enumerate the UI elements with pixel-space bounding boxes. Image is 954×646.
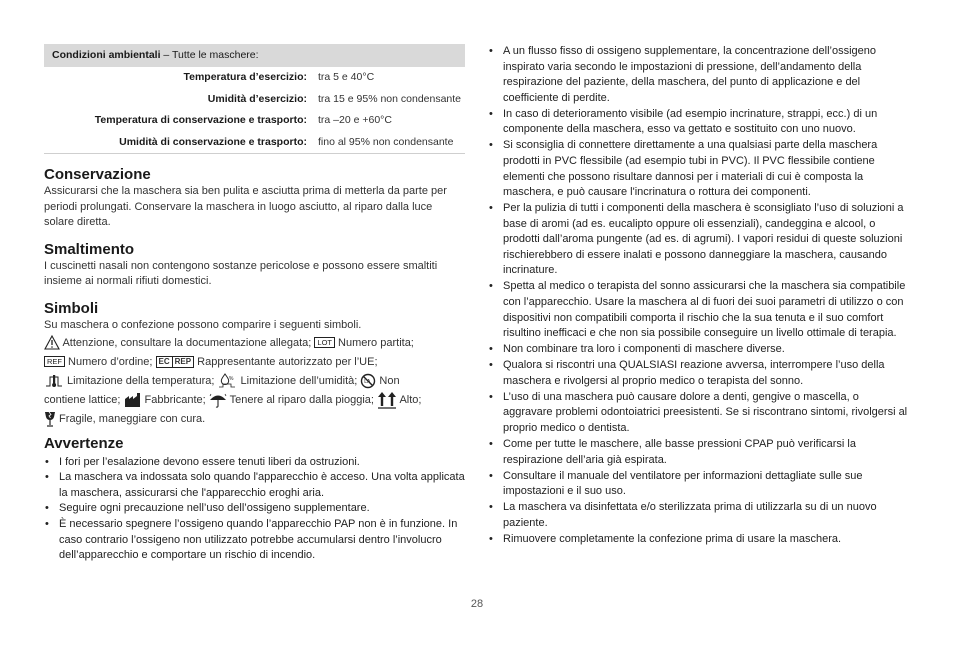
humidity-limit-icon <box>217 373 237 389</box>
conservazione-text: Assicurarsi che la maschera sia ben pulita e asciutta prima di metterla da parte per periodi prolungati. Conservare la maschera in luogo asciutto, al riparo dalla luce solare diretta. <box>44 185 447 229</box>
humidity-text: Limitazione dell’umidità; <box>237 374 361 387</box>
umbrella-icon <box>209 392 227 408</box>
list-item: • È necessario spegnere l’ossigeno quando l’apparecchio PAP non è in funzione. In caso contrario l’ossigeno non utilizzato potrebbe accumularsi dentro l’involucro dell’apparecchio e comportare un rischio di incendio. <box>44 517 465 564</box>
table-row <box>44 132 465 154</box>
list-item: • In caso di deterioramento visibile (ad esempio incrinature, strappi, ecc.) di un componente della maschera, esso va gettato e sostituito con uno nuovo. <box>488 107 910 138</box>
ec-rep-text: Rappresentante autorizzato per l’UE; <box>194 355 378 368</box>
list-item: • Rimuovere completamente la confezione prima di usare la maschera. <box>488 532 910 548</box>
latex-text-1: Non <box>376 374 400 387</box>
env-heading-bold: Condizioni ambientali <box>52 49 161 61</box>
environmental-conditions-table <box>44 44 465 154</box>
list-item: • Consultare il manuale del ventilatore per informazioni dettagliate sulle sue impostazioni e il suo uso. <box>488 469 910 500</box>
list-item: • Seguire ogni precauzione nell’uso dell’ossigeno supplementare. <box>44 501 465 517</box>
svg-text:%: % <box>229 375 234 382</box>
page-number: 28 <box>470 598 484 610</box>
env-value: tra –20 e +60°C <box>318 114 392 126</box>
this-way-up-arrows-icon <box>377 391 397 409</box>
env-label: Umidità di conservazione e trasporto: <box>119 135 307 148</box>
list-item: • Qualora si riscontri una QUALSIASI reazione avversa, interrompere l’uso della maschera e rivolgersi al proprio medico o terapista del sonno. <box>488 358 910 389</box>
symbols-line-5 <box>44 410 465 429</box>
ref-text: Numero d’ordine; <box>65 355 156 368</box>
env-label: Temperatura di conservazione e trasporto: <box>94 114 307 126</box>
table-row <box>44 89 465 111</box>
symbols-line-2 <box>44 353 465 372</box>
attention-text: Attenzione, consultare la documentazione allegata; <box>60 336 315 349</box>
right-column <box>488 44 910 548</box>
temperature-limit-icon <box>44 373 64 389</box>
left-column <box>44 44 465 564</box>
list-item: • La maschera va disinfettata e/o sterilizzata prima di utilizzarla su di un nuovo paziente. <box>488 500 910 531</box>
fragile-text: Fragile, maneggiare con cura. <box>56 412 206 425</box>
list-item: • Spetta al medico o terapista del sonno assicurarsi che la maschera sia compatibile con l’apparecchio. Usare la maschera al di fuori dei suoi parametri di utilizzo o con dispositivi non compatibili comporta il rischio che la sua tenuta e il suo comfort risultino inefficaci e che non sia possibile conseguire un livello ottimale di terapia. <box>488 279 910 341</box>
smaltimento-text: I cuscinetti nasali non contengono sostanze pericolose e possono essere smaltiti insieme ai normali rifiuti domestici. <box>44 259 438 288</box>
table-row <box>44 67 465 89</box>
manufacturer-factory-icon <box>124 392 142 408</box>
environmental-conditions-header <box>44 44 465 67</box>
env-label: Temperatura d’esercizio: <box>183 71 307 83</box>
manufacturer-text: Fabbricante; <box>141 393 209 406</box>
simboli-heading: Simboli <box>44 299 99 317</box>
env-label: Umidità d’esercizio: <box>207 92 307 105</box>
smaltimento-heading: Smaltimento <box>44 240 135 258</box>
env-heading-rest: – Tutte le maschere: <box>160 49 259 61</box>
table-row <box>44 110 465 132</box>
symbols-line-4 <box>44 391 465 410</box>
list-item: • La maschera va indossata solo quando l'apparecchio è acceso. Una volta applicata la maschera, assicurarsi che l'apparecchio eroghi aria. <box>44 470 465 501</box>
list-item: • Non combinare tra loro i componenti di maschere diverse. <box>488 342 910 358</box>
list-item: • L’uso di una maschera può causare dolore a denti, gengive o mascella, o aggravare problemi odontoiatrici preesistenti. Se si riscontrano sintomi, rivolgersi al proprio medico o dentista. <box>488 390 910 437</box>
up-text: Alto; <box>397 393 422 406</box>
env-value: tra 5 e 40°C <box>318 71 375 83</box>
list-item: • A un flusso fisso di ossigeno supplementare, la concentrazione dell’ossigeno inspirato varia secondo le impostazioni di pressione, dell’andamento della respirazione del paziente, della maschera, del punto di applicazione e del coefficiente di perdite. <box>488 44 910 106</box>
avvertenze-heading: Avvertenze <box>44 434 124 452</box>
symbols-line-3 <box>44 372 465 391</box>
ec-badge-part: EC <box>158 356 170 366</box>
temperature-text: Limitazione della temperatura; <box>64 374 218 387</box>
list-item: • Per la pulizia di tutti i componenti della maschera è sconsigliato l’uso di soluzioni a base di aromi (ad es. eucalipto oppure oli essenziali), candeggina e alcool, o prodotti dall’aroma pungente (ad es. di agrumi). I vapori residui di queste soluzioni rischierebbero di essere inalati e possono danneggiare la maschera, causando incrinature. <box>488 201 910 279</box>
rain-text: Tenere al riparo dalla pioggia; <box>226 393 377 406</box>
symbols-line-1 <box>44 334 465 353</box>
simboli-intro: Su maschera o confezione possono comparire i seguenti simboli. <box>44 318 362 331</box>
no-latex-icon <box>360 373 376 389</box>
avvertenze-list-right <box>488 44 910 547</box>
ref-badge-icon: REF <box>44 356 65 367</box>
conservazione-heading: Conservazione <box>44 166 151 183</box>
ec-rep-badge-icon <box>156 356 195 368</box>
lot-badge-icon: LOT <box>314 337 335 348</box>
list-item: • Come per tutte le maschere, alle basse pressioni CPAP può verificarsi la respirazione dell’aria già espirata. <box>488 437 910 468</box>
list-item: • Si sconsiglia di connettere direttamente a una qualsiasi parte della maschera prodotti in PVC flessibile (ad esempio tubi in PVC). Il PVC flessibile contiene elementi che possono risultare dannosi per i materiali di cui è composta la maschera, e può causare l'incrinatura o rottura dei componenti. <box>488 138 910 200</box>
list-item: • I fori per l’esalazione devono essere tenuti liberi da ostruzioni. <box>44 455 465 471</box>
latex-text-2: contiene lattice; <box>44 393 124 406</box>
warning-triangle-icon <box>44 335 60 350</box>
env-value: fino al 95% non condensante <box>318 135 454 148</box>
rep-badge-part: REP <box>172 357 193 367</box>
svg-text:LA: LA <box>364 378 371 385</box>
env-value: tra 15 e 95% non condensante <box>318 92 462 105</box>
lot-text: Numero partita; <box>335 336 414 349</box>
fragile-glass-icon <box>44 411 56 427</box>
avvertenze-list-left <box>44 455 465 564</box>
